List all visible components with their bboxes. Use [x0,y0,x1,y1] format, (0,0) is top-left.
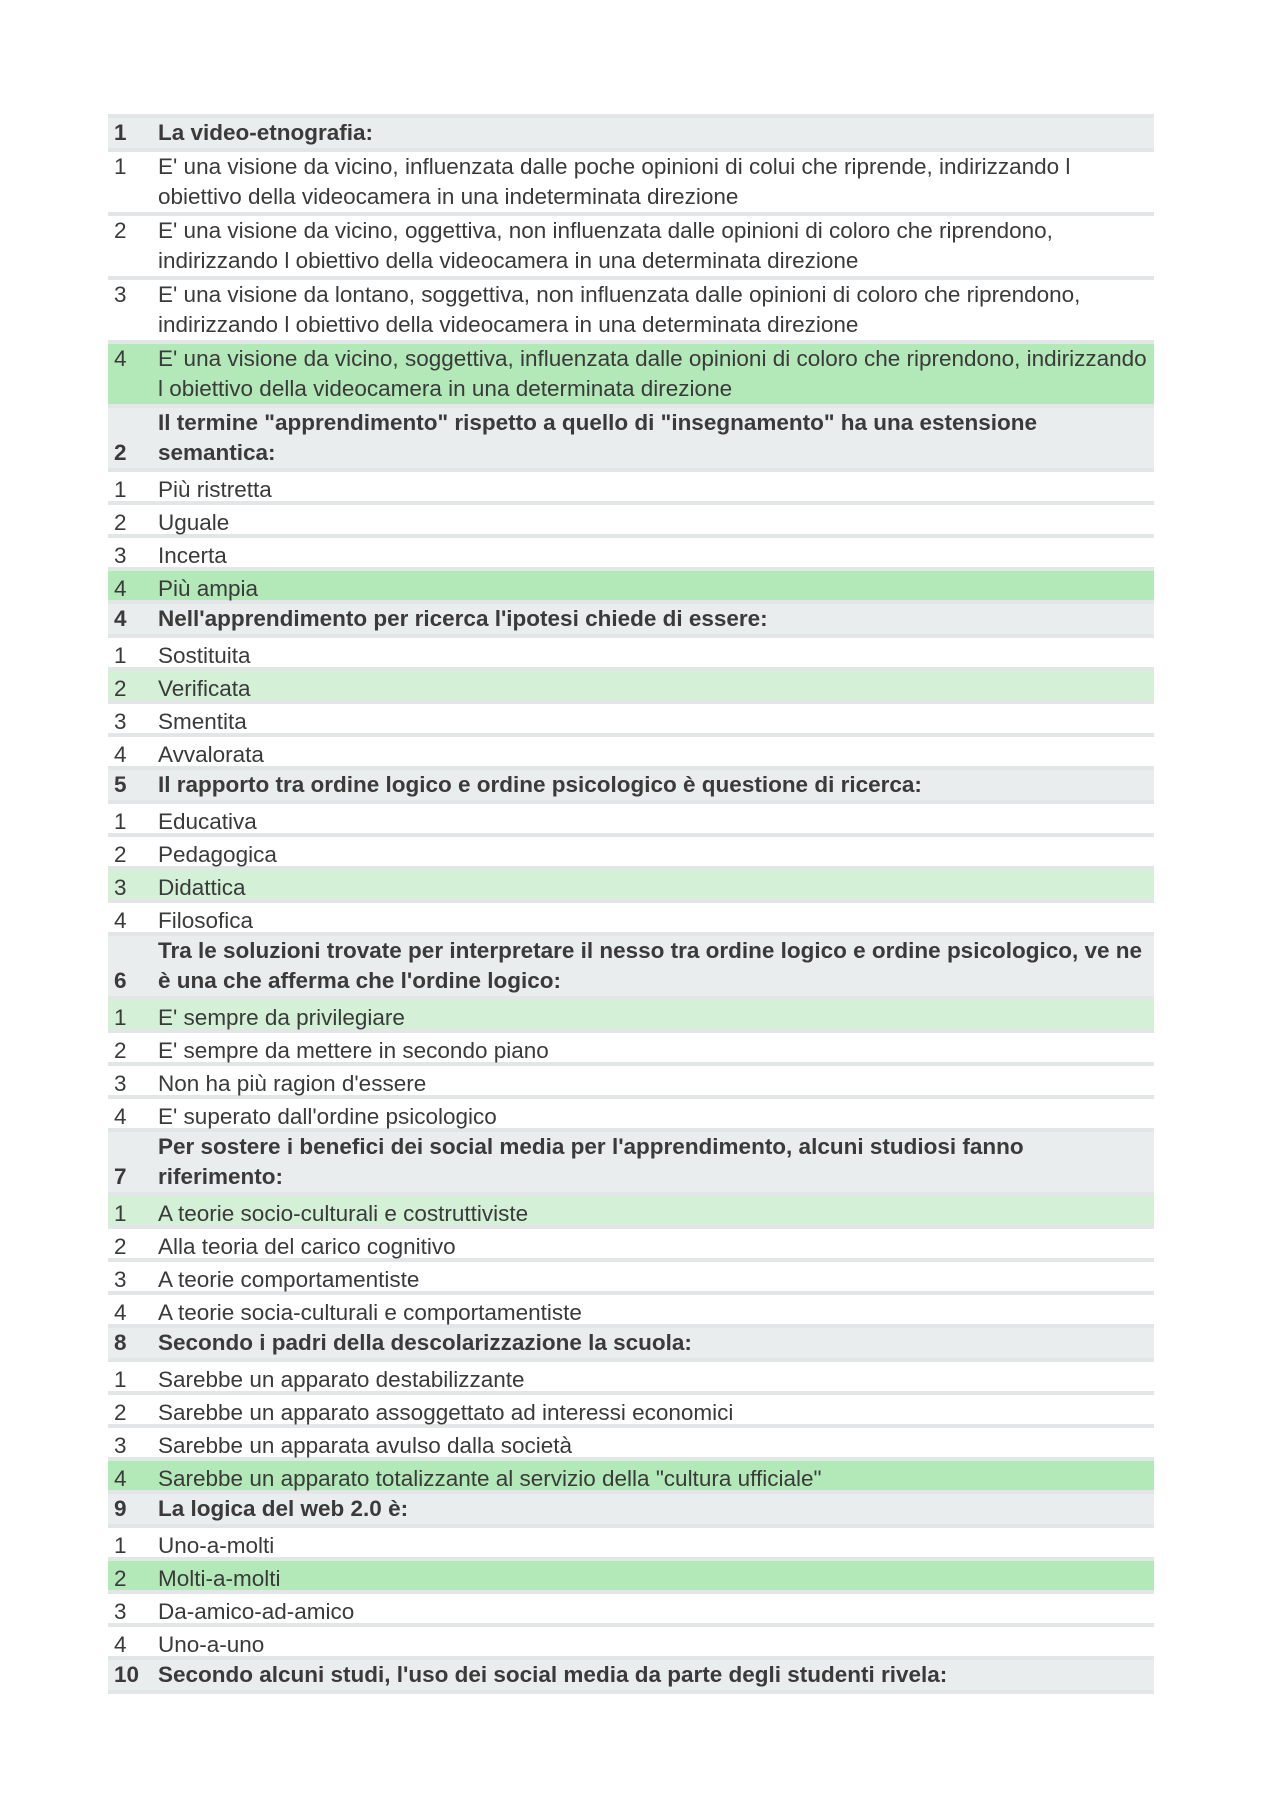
answer-number: 2 [114,1400,127,1425]
question-row [108,936,1154,1000]
question-row [108,114,1154,152]
answer-text: Uno-a-molti [158,1533,275,1558]
answer-text: E' una visione da vicino, influenzata dalle poche opinioni di colui che riprende, indirizzando l obiettivo della videocamera in una indeterminata direzione [158,154,1071,209]
answer-text: Alla teoria del carico cognitivo [158,1234,456,1259]
answer-row[interactable] [108,1229,1154,1262]
answer-row[interactable] [108,1196,1154,1229]
question-row [108,770,1154,804]
answer-number: 4 [114,1466,127,1491]
question-row [108,1132,1154,1196]
answer-text: Sarebbe un apparata avulso dalla società [158,1433,573,1458]
quiz-table [108,114,1154,1694]
answer-row[interactable] [108,1033,1154,1066]
answer-number: 1 [114,1005,127,1030]
question-text: Secondo alcuni studi, l'uso dei social media da parte degli studenti rivela: [158,1662,948,1687]
answer-text: E' una visione da lontano, soggettiva, non influenzata dalle opinioni di coloro che riprendono, indirizzando l obiettivo della videocamera in una determinata direzione [158,282,1081,337]
answer-number: 3 [114,1071,127,1096]
answer-text: Smentita [158,709,247,734]
answer-number: 1 [114,1367,127,1392]
answer-text: Educativa [158,809,257,834]
question-text: Per sostere i benefici dei social media per l'apprendimento, alcuni studiosi fanno riferimento: [158,1134,1024,1189]
answer-number: 4 [114,1104,127,1129]
answer-number: 1 [114,1201,127,1226]
answer-text: Più ampia [158,576,259,601]
answer-row[interactable] [108,1594,1154,1627]
answer-row[interactable] [108,1000,1154,1033]
answer-row[interactable] [108,1362,1154,1395]
answer-text: Sarebbe un apparato totalizzante al servizio della "cultura ufficiale" [158,1466,822,1491]
answer-row[interactable] [108,804,1154,837]
answer-text: Didattica [158,875,246,900]
answer-row[interactable] [108,571,1154,604]
answer-text: Sostituita [158,643,251,668]
answer-row[interactable] [108,737,1154,770]
answer-row[interactable] [108,1066,1154,1099]
answer-row[interactable] [108,903,1154,936]
question-row [108,1494,1154,1528]
answer-row[interactable] [108,505,1154,538]
answer-text: Da-amico-ad-amico [158,1599,355,1624]
answer-number: 3 [114,543,127,568]
answer-number: 4 [114,742,127,767]
answer-row[interactable] [108,837,1154,870]
question-text: Il termine "apprendimento" rispetto a quello di "insegnamento" ha una estensione semantica: [158,410,1038,465]
answer-text: Uguale [158,510,230,535]
answer-row[interactable] [108,704,1154,737]
question-number: 5 [114,772,127,797]
question-number: 8 [114,1330,127,1355]
answer-row[interactable] [108,1262,1154,1295]
answer-number: 3 [114,1267,127,1292]
answer-text: E' una visione da vicino, soggettiva, influenzata dalle opinioni di coloro che riprendono, indirizzando l obiettivo della videocamera in una determinata direzione [158,346,1147,401]
answer-text: A teorie socia-culturali e comportamentiste [158,1300,582,1325]
answer-row[interactable] [108,472,1154,505]
answer-row[interactable] [108,1295,1154,1328]
answer-number: 2 [114,676,127,701]
answer-number: 3 [114,1433,127,1458]
answer-number: 3 [114,875,127,900]
answer-row[interactable] [108,671,1154,704]
answer-number: 2 [114,842,127,867]
question-row [108,408,1154,472]
answer-text: Verificata [158,676,251,701]
answer-text: Non ha più ragion d'essere [158,1071,427,1096]
answer-number: 1 [114,1533,127,1558]
answer-number: 1 [114,643,127,668]
answer-number: 2 [114,1234,127,1259]
answer-text: Incerta [158,543,227,568]
answer-row[interactable] [108,638,1154,671]
answer-row[interactable] [108,344,1154,408]
answer-text: Avvalorata [158,742,264,767]
question-number: 1 [114,120,127,145]
answer-number: 1 [114,809,127,834]
question-text: Tra le soluzioni trovate per interpretare il nesso tra ordine logico e ordine psicologico, ve ne è una che afferma che l'ordine logico: [158,938,1142,993]
answer-row[interactable] [108,870,1154,903]
answer-text: E' una visione da vicino, oggettiva, non influenzata dalle opinioni di coloro che riprendono, indirizzando l obiettivo della videocamera in una determinata direzione [158,218,1053,273]
answer-number: 4 [114,908,127,933]
answer-text: E' superato dall'ordine psicologico [158,1104,497,1129]
answer-row[interactable] [108,1627,1154,1660]
answer-number: 3 [114,709,127,734]
answer-number: 1 [114,477,127,502]
answer-number: 3 [114,282,127,307]
question-text: Secondo i padri della descolarizzazione la scuola: [158,1330,692,1355]
answer-text: Molti-a-molti [158,1566,281,1591]
answer-number: 4 [114,1300,127,1325]
answer-number: 2 [114,218,127,243]
answer-number: 4 [114,1632,127,1657]
answer-text: Sarebbe un apparato assoggettato ad interessi economici [158,1400,734,1425]
answer-row[interactable] [108,216,1154,280]
answer-number: 2 [114,510,127,535]
answer-text: Filosofica [158,908,254,933]
question-text: La video-etnografia: [158,120,374,145]
answer-row[interactable] [108,152,1154,216]
question-number: 4 [114,606,127,631]
answer-text: Uno-a-uno [158,1632,265,1657]
question-number: 2 [114,440,127,465]
answer-row[interactable] [108,538,1154,571]
question-text: Nell'apprendimento per ricerca l'ipotesi chiede di essere: [158,606,768,631]
answer-row[interactable] [108,1461,1154,1494]
question-number: 9 [114,1496,127,1521]
answer-number: 4 [114,576,127,601]
answer-text: E' sempre da privilegiare [158,1005,405,1030]
answer-text: A teorie comportamentiste [158,1267,420,1292]
answer-number: 2 [114,1038,127,1063]
answer-number: 3 [114,1599,127,1624]
answer-text: E' sempre da mettere in secondo piano [158,1038,549,1063]
answer-number: 4 [114,346,127,371]
answer-row[interactable] [108,1099,1154,1132]
question-row [108,604,1154,638]
answer-row[interactable] [108,1395,1154,1428]
answer-row[interactable] [108,1561,1154,1594]
answer-text: Più ristretta [158,477,272,502]
question-text: La logica del web 2.0 è: [158,1496,409,1521]
question-number: 7 [114,1164,127,1189]
question-row [108,1660,1154,1694]
answer-number: 1 [114,154,127,179]
answer-row[interactable] [108,1528,1154,1561]
answer-number: 2 [114,1566,127,1591]
question-text: Il rapporto tra ordine logico e ordine psicologico è questione di ricerca: [158,772,922,797]
question-number: 10 [114,1662,140,1687]
answer-text: Sarebbe un apparato destabilizzante [158,1367,525,1392]
answer-row[interactable] [108,1428,1154,1461]
answer-row[interactable] [108,280,1154,344]
answer-text: Pedagogica [158,842,277,867]
question-row [108,1328,1154,1362]
answer-text: A teorie socio-culturali e costruttiviste [158,1201,529,1226]
question-number: 6 [114,968,127,993]
